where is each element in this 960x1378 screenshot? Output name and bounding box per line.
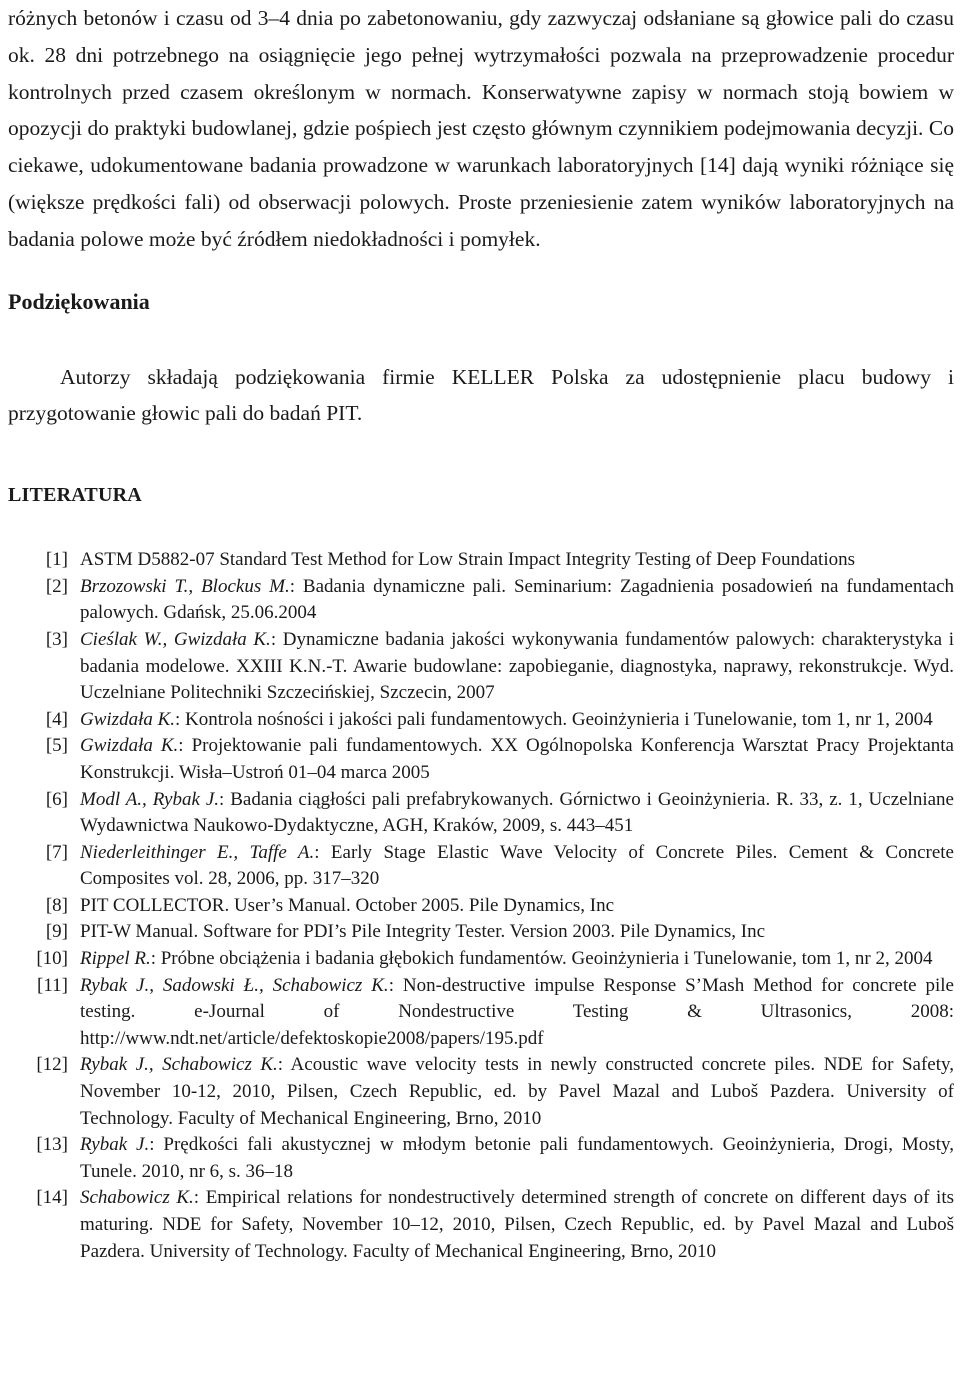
reference-item [8,973,954,1053]
reference-text: : Dynamiczne badania jakości wykonywania fundamentów palowych: charakterystyka i badania modelowe. XXIII K.N.-T. Awarie budowlane: zapobieganie, diagnostyka, naprawy, rekonstrukcje. Wyd. Uczelniane Politechniki Szczecińskiej, Szczecin, 2007 [80,628,954,704]
reference-item [8,1132,954,1185]
reference-number: [12] [36,1054,68,1076]
reference-number: [9] [45,921,68,943]
reference-text: : Kontrola nośności i jakości pali fundamentowych. Geoinżynieria i Tunelowanie, tom 1, nr 1, 2004 [175,708,933,730]
reference-number: [13] [36,1134,68,1156]
reference-text: : Early Stage Elastic Wave Velocity of Concrete Piles. Cement & Concrete Composites vol. 28, 2006, pp. 317–320 [80,841,954,890]
reference-authors: Schabowicz K. [80,1187,194,1209]
reference-item [8,707,954,734]
reference-item [8,919,954,946]
reference-text: ASTM D5882-07 Standard Test Method for Low Strain Impact Integrity Testing of Deep Foundations [80,549,856,571]
reference-item [8,787,954,840]
reference-item [8,733,954,786]
reference-authors: Rybak J. [80,1134,150,1156]
reference-item [8,1185,954,1265]
reference-authors: Niederleithinger E., Taffe A. [80,841,315,863]
intro-paragraph: różnych betonów i czasu od 3–4 dnia po zabetonowaniu, gdy zazwyczaj odsłaniane są głowice pali do czasu ok. 28 dni potrzebnego na osiągnięcie jego pełnej wytrzymałości pozwala na przeprowadzenie procedur kontrolnych przed czasem określonym w normach. Konserwatywne zapisy w normach stoją bowiem w opozycji do praktyki budowlanej, gdzie pośpiech jest często głównym czynnikiem podejmowania decyzji. Co ciekawe, udokumentowane badania prowadzone w warunkach laboratoryjnych [14] dają wyniki różniące się (większe prędkości fali) od obserwacji polowych. Proste przeniesienie zatem wyników laboratoryjnych na badania polowe może być źródłem niedokładności i pomyłek. [8,6,954,251]
reference-item [8,574,954,627]
reference-authors: Rybak J., Schabowicz K. [80,1054,278,1076]
reference-text: : Acoustic wave velocity tests in newly constructed concrete piles. NDE for Safety, November 10-12, 2010, Pilsen, Czech Republic, ed. by Pavel Mazal and Luboš Pazdera. University of Technology. Faculty of Mechanical Engineering, Brno, 2010 [80,1054,955,1129]
reference-number: [1] [45,549,68,571]
reference-authors: Gwizdała K. [80,708,176,730]
reference-item [8,1052,954,1132]
literature-heading: LITERATURA [8,484,142,507]
reference-text: : Badania ciągłości pali prefabrykowanych. Górnictwo i Geoinżynieria. R. 33, z. 1, Uczelniane Wydawnictwa Naukowo-Dydaktyczne, AGH, Kraków, 2009, s. 443–451 [80,788,954,837]
reference-authors: Gwizdała K. [80,735,179,757]
reference-item [8,840,954,893]
acknowledgements-paragraph: Autorzy składają podziękowania firmie KELLER Polska za udostępnienie placu budowy i przygotowanie głowic pali do badań PIT. [8,364,954,426]
reference-number: [6] [45,788,68,810]
reference-text: : Badania dynamiczne pali. Seminarium: Zagadnienia posadowień na fundamentach palowych. Gdańsk, 25.06.2004 [80,575,955,624]
reference-text: : Projektowanie pali fundamentowych. XX Ogólnopolska Konferencja Warsztat Pracy Projektanta Konstrukcji. Wisła–Ustroń 01–04 marca 2005 [80,735,954,783]
reference-item [8,547,954,574]
reference-number: [5] [45,735,68,757]
reference-number: [14] [36,1187,68,1209]
reference-text: : Próbne obciążenia i badania głębokich fundamentów. Geoinżynieria i Tunelowanie, tom 1, nr 2, 2004 [150,948,933,970]
reference-authors: Cieślak W., Gwizdała K. [80,628,271,650]
reference-authors: Brzozowski T., Blockus M. [80,575,290,597]
reference-number: [8] [45,894,68,916]
reference-authors: Modl A., Rybak J. [80,788,220,810]
reference-text: : Prędkości fali akustycznej w młodym betonie pali fundamentowych. Geoinżynieria, Drogi, Mosty, Tunele. 2010, nr 6, s. 36–18 [80,1134,954,1182]
reference-text: : Empirical relations for nondestructively determined strength of concrete on different days of its maturing. NDE for Safety, November 10–12, 2010, Pilsen, Czech Republic, ed. by Pavel Mazal and Luboš Pazdera. University of Technology. Faculty of Mechanical Engineering, Brno, 2010 [80,1187,954,1262]
reference-number: [11] [37,974,68,996]
reference-text: PIT COLLECTOR. User’s Manual. October 2005. Pile Dynamics, Inc [80,894,615,916]
reference-authors: Rippel R. [80,948,151,970]
reference-number: [4] [45,708,68,730]
reference-text: PIT-W Manual. Software for PDI’s Pile Integrity Tester. Version 2003. Pile Dynamics, Inc [80,921,766,943]
reference-text: : Non-destructive impulse Response S’Mash Method for concrete pile testing. e-Journal of Nondestructive Testing & Ultrasonics, 2008: http://www.ndt.net/article/defektoskopie2008/papers/195.pdf [80,974,954,1049]
reference-item [8,893,954,920]
reference-authors: Rybak J., Sadowski Ł., Schabowicz K. [80,974,389,996]
reference-list [8,547,954,1265]
acknowledgements-heading: Podziękowania [8,288,150,314]
reference-item [8,627,954,707]
reference-number: [10] [36,948,68,970]
reference-number: [7] [45,841,68,863]
reference-item [8,946,954,973]
reference-number: [2] [45,575,68,597]
reference-number: [3] [45,628,68,650]
